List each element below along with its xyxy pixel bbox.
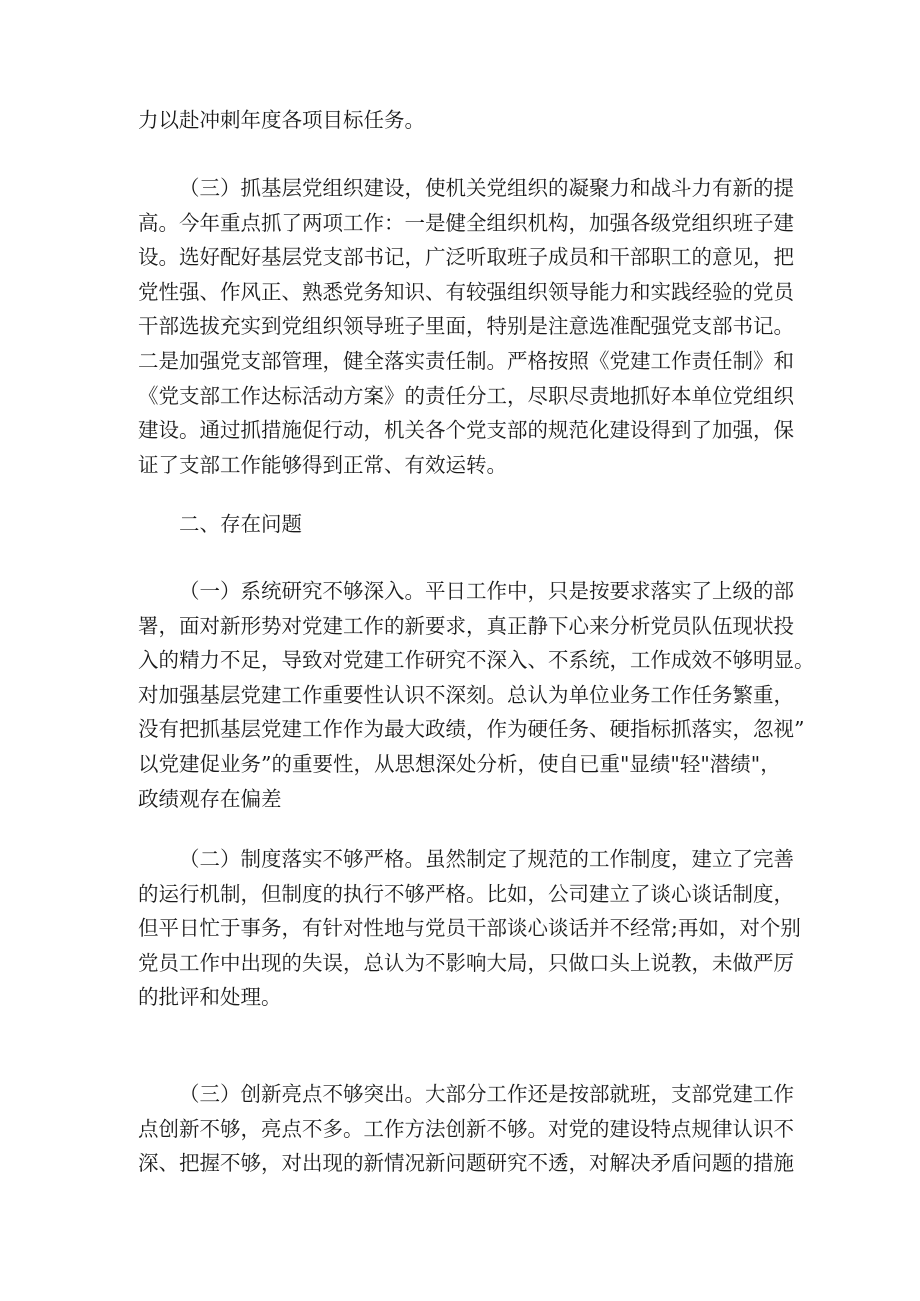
paragraph-line: 署，面对新形势对党建工作的新要求，真正静下心来分析党员队伍现状投 bbox=[138, 613, 794, 638]
paragraph-line: 《党支部工作达标活动方案》的责任分工，尽职尽责地抓好本单位党组织 bbox=[138, 383, 794, 408]
lead-fragment bbox=[138, 103, 782, 138]
paragraph-line: 深、把握不够，对出现的新情况新问题研究不透，对解决矛盾问题的措施 bbox=[138, 1151, 794, 1176]
paragraph-line: 以党建促业务”的重要性，从思想深处分析，使自已重"显绩"轻"潜绩"， bbox=[138, 751, 781, 776]
paragraph-line: 但平日忙于事务，有针对性地与党员干部谈心谈话并不经常;再如，对个别 bbox=[138, 916, 801, 941]
paragraph-line: 的批评和处理。 bbox=[138, 985, 282, 1010]
paragraph-line: （三）抓基层党组织建设，使机关党组织的凝聚力和战斗力有新的提 bbox=[179, 176, 794, 200]
paragraph-line: 干部选拔充实到党组织领导班子里面，特别是注意选准配强党支部书记。 bbox=[138, 314, 794, 339]
paragraph-org-building bbox=[138, 171, 794, 482]
paragraph-line: 没有把抓基层党建工作作为最大政绩，作为硬任务、硬指标抓落实，忽视” bbox=[138, 717, 805, 742]
paragraph-research bbox=[138, 574, 815, 816]
paragraph-innovation bbox=[138, 1077, 794, 1181]
paragraph-line: 点创新不够，亮点不多。工作方法创新不够。对党的建设特点规律认识不 bbox=[138, 1116, 794, 1141]
paragraph-line: 高。今年重点抓了两项工作：一是健全组织机构，加强各级党组织班子建 bbox=[138, 210, 794, 235]
section-heading-text: 二、存在问题 bbox=[179, 512, 302, 536]
paragraph-line: 对加强基层党建工作重要性认识不深刻。总认为单位业务工作任务繁重， bbox=[138, 682, 794, 707]
paragraph-line: 入的精力不足，导致对党建工作研究不深入、不系统，工作成效不够明显。 bbox=[138, 648, 815, 673]
paragraph-line: 的运行机制，但制度的执行不够严格。比如，公司建立了谈心谈话制度， bbox=[138, 881, 794, 906]
paragraph-line: 设。选好配好基层党支部书记，广泛听取班子成员和干部职工的意见，把 bbox=[138, 245, 794, 270]
paragraph-line: 二是加强党支部管理，健全落实责任制。严格按照《党建工作责任制》和 bbox=[138, 348, 794, 373]
paragraph-system bbox=[138, 842, 801, 1015]
paragraph-line: （三）创新亮点不够突出。大部分工作还是按部就班，支部党建工作 bbox=[179, 1082, 794, 1106]
paragraph-line: 政绩观存在偏差 bbox=[138, 786, 282, 811]
section-heading bbox=[138, 507, 782, 542]
paragraph-line: 党性强、作风正、熟悉党务知识、有较强组织领导能力和实践经验的党员 bbox=[138, 279, 794, 304]
paragraph-line: 证了支部工作能够得到正常、有效运转。 bbox=[138, 452, 507, 477]
paragraph-line: （一）系统研究不够深入。平日工作中，只是按要求落实了上级的部 bbox=[179, 579, 794, 603]
paragraph-line: 力以赴冲刺年度各项目标任务。 bbox=[138, 108, 425, 132]
paragraph-line: （二）制度落实不够严格。虽然制定了规范的工作制度，建立了完善 bbox=[179, 847, 794, 871]
paragraph-line: 建设。通过抓措施促行动，机关各个党支部的规范化建设得到了加强，保 bbox=[138, 418, 794, 443]
paragraph-line: 党员工作中出现的失误，总认为不影响大局，只做口头上说教，未做严厉 bbox=[138, 950, 794, 975]
